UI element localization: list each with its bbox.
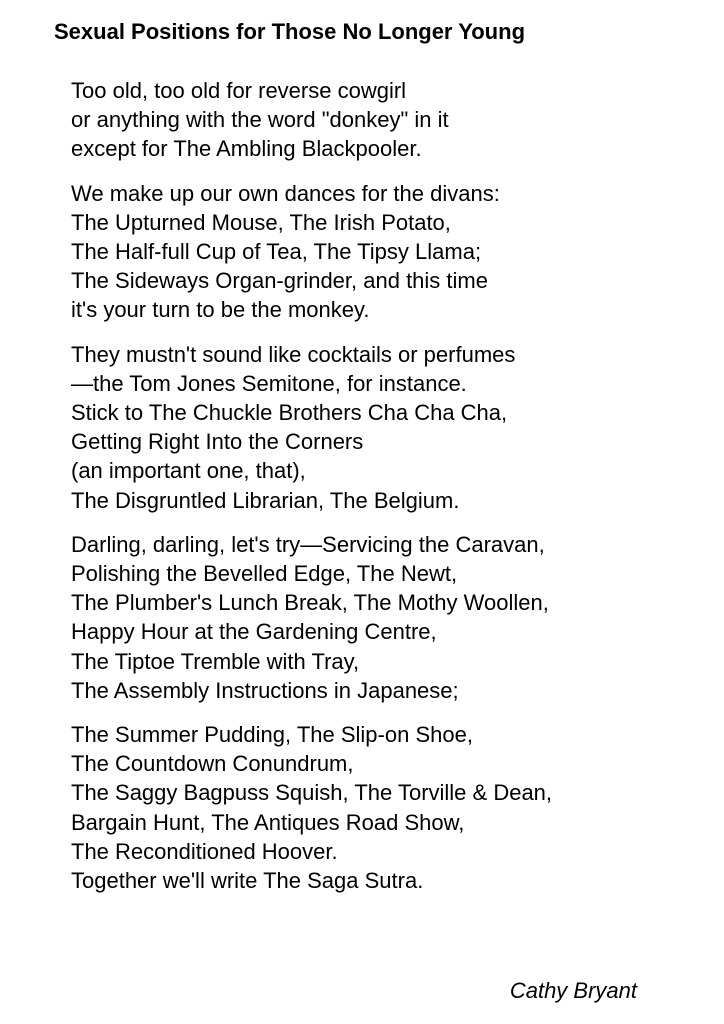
poem-line: The Disgruntled Librarian, The Belgium. <box>71 487 460 513</box>
poem-line: They mustn't sound like cocktails or perfumes <box>71 341 516 367</box>
poem-line: Happy Hour at the Gardening Centre, <box>71 619 437 645</box>
poem-line: The Summer Pudding, The Slip-on Shoe, <box>71 722 473 748</box>
poem-line: We make up our own dances for the divans: <box>71 180 500 206</box>
poem-line: Too old, too old for reverse cowgirl <box>71 78 407 103</box>
poem-title: Sexual Positions for Those No Longer Young <box>54 19 526 44</box>
poem-line: except for The Ambling Blackpooler. <box>71 136 422 162</box>
poem-line: Together we'll write The Saga Sutra. <box>71 868 424 894</box>
poem-line: The Reconditioned Hoover. <box>71 838 338 864</box>
poem-line: The Half-full Cup of Tea, The Tipsy Llama; <box>71 239 482 265</box>
stanza-3 <box>71 340 711 515</box>
poem-line: Bargain Hunt, The Antiques Road Show, <box>71 809 465 835</box>
stanza-5 <box>71 720 711 895</box>
poem-author: Cathy Bryant <box>509 978 637 1003</box>
poem-line: The Countdown Conundrum, <box>71 751 354 777</box>
poem-line: (an important one, that), <box>71 458 306 484</box>
stanza-4 <box>71 530 711 705</box>
stanza-1 <box>71 76 711 164</box>
poem-line: —the Tom Jones Semitone, for instance. <box>71 370 467 396</box>
poem-line: Stick to The Chuckle Brothers Cha Cha Cha, <box>71 400 508 426</box>
poem-line: The Saggy Bagpuss Squish, The Torville & Dean, <box>71 780 553 806</box>
poem-line: The Sideways Organ-grinder, and this time <box>71 268 488 294</box>
poem-line: The Plumber's Lunch Break, The Mothy Woollen, <box>71 590 549 616</box>
poem-line: it's your turn to be the monkey. <box>71 297 370 323</box>
poem-line: The Tiptoe Tremble with Tray, <box>71 648 360 674</box>
poem-line: The Upturned Mouse, The Irish Potato, <box>71 209 451 235</box>
poem-line: Polishing the Bevelled Edge, The Newt, <box>71 561 458 587</box>
poem-line: Darling, darling, let's try—Servicing the Caravan, <box>71 531 545 557</box>
poem-body <box>71 76 711 910</box>
poem-line: Getting Right Into the Corners <box>71 429 364 455</box>
stanza-2 <box>71 179 711 325</box>
poem-line: The Assembly Instructions in Japanese; <box>71 677 459 703</box>
poem-line: or anything with the word "donkey" in it <box>71 107 449 133</box>
